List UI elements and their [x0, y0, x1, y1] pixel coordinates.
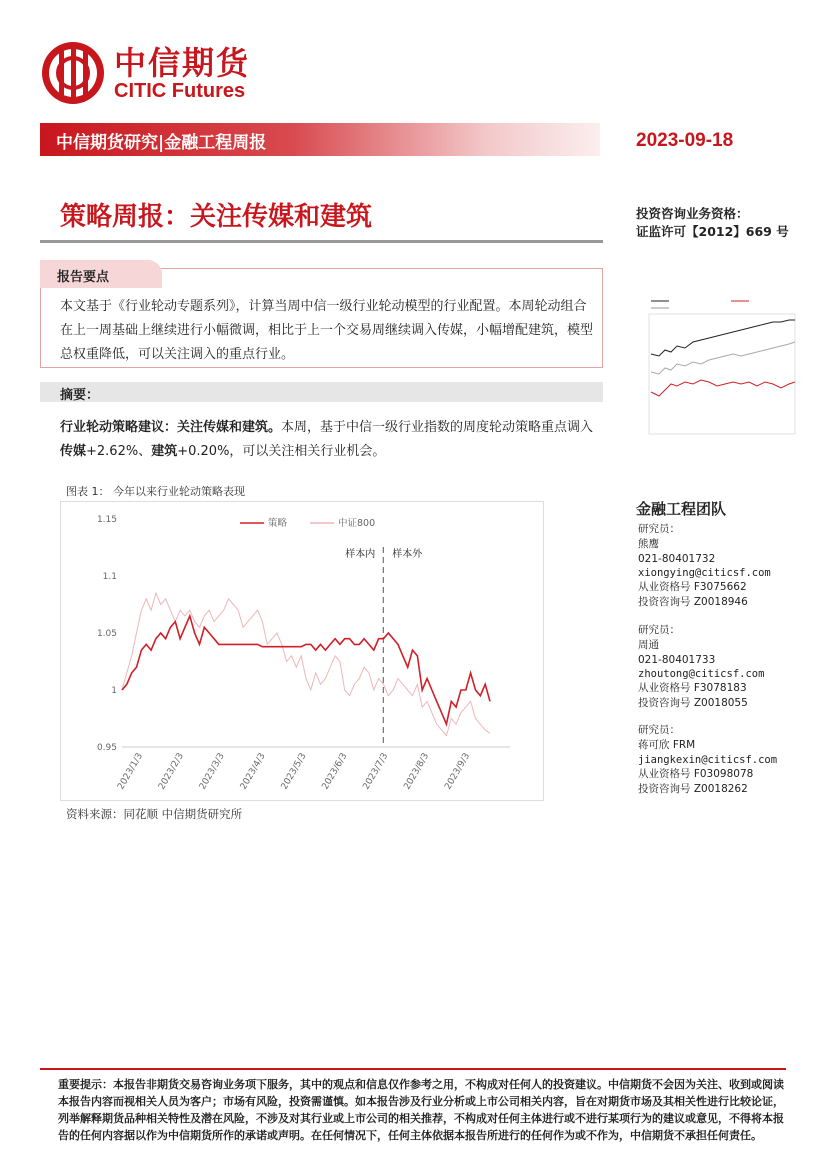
- figure-source: 资料来源：同花顺 中信期货研究所: [66, 807, 243, 821]
- x-tick-label: 2023/7/3: [361, 751, 391, 792]
- abstract-bar: [40, 382, 603, 402]
- member3-inv: 投资咨询号 Z0018262: [638, 783, 748, 795]
- member2-tel: 021-80401733: [638, 654, 716, 666]
- y-tick-label: 1: [111, 686, 117, 696]
- team-title: 金融工程团队: [636, 500, 727, 518]
- member2-name: 周通: [638, 639, 659, 651]
- member1-role: 研究员：: [638, 523, 680, 535]
- member2-cert: 从业资格号 F3078183: [638, 682, 747, 694]
- member1-name: 熊鹰: [638, 538, 659, 550]
- summary-label: 报告要点: [57, 270, 110, 285]
- figure-caption: 图表 1： 今年以来行业轮动策略表现: [66, 485, 245, 498]
- member1-email: xiongying@citicsf.com: [638, 567, 771, 579]
- out-sample-label: 样本外: [392, 549, 423, 560]
- x-tick-label: 2023/9/3: [443, 751, 473, 792]
- x-tick-label: 2023/8/3: [402, 751, 432, 792]
- member2-inv: 投资咨询号 Z0018055: [638, 697, 748, 709]
- x-tick-label: 2023/2/3: [157, 751, 186, 792]
- report-title: 策略周报：关注传媒和建筑: [60, 202, 373, 232]
- y-tick-label: 1.05: [96, 629, 117, 639]
- abstract-part1: 本周，基于中信一级行业指数的周度轮动策略重点调入: [281, 420, 594, 435]
- report-date: 2023-09-18: [636, 130, 734, 151]
- abstract-part2: +2.62%、: [86, 444, 152, 459]
- member3-name: 蒋可欣 FRM: [638, 739, 696, 751]
- qualification-line2: 证监许可【2012】669 号: [636, 224, 789, 239]
- x-tick-label: 2023/3/3: [197, 751, 227, 792]
- brand-en: CITIC Futures: [114, 80, 246, 102]
- in-sample-label: 样本内: [345, 549, 376, 560]
- abstract-industry1: 传媒: [60, 444, 87, 459]
- x-tick-label: 2023/5/3: [279, 751, 309, 792]
- member2-role: 研究员：: [638, 624, 680, 636]
- footer-divider: [40, 1068, 786, 1070]
- y-tick-label: 1.15: [96, 515, 117, 525]
- abstract-part3: +0.20%，可以关注相关行业机会。: [177, 444, 386, 459]
- legend-label: 中证800: [338, 518, 376, 529]
- series-line-strategy: [122, 616, 490, 724]
- summary-text: 本文基于《行业轮动专题系列》，计算当周中信一级行业轮动模型的行业配置。本周轮动组合在上一周基础上继续进行小幅微调，相比于上一个交易周继续调入传媒，小幅增配建筑，模型总权重降低，可以关注调入的重点行业。: [60, 299, 594, 362]
- member3-cert: 从业资格号 F03098078: [638, 768, 754, 780]
- abstract-industry2: 建筑: [151, 444, 178, 459]
- member1-inv: 投资咨询号 Z0018946: [638, 596, 748, 608]
- strategy-chart: [60, 501, 544, 801]
- member3-email: jiangkexin@citicsf.com: [638, 754, 778, 766]
- brand-cn: 中信期货: [114, 44, 251, 82]
- y-tick-label: 1.1: [102, 572, 117, 582]
- abstract-label: 摘要：: [60, 388, 100, 403]
- member1-tel: 021-80401732: [638, 553, 716, 565]
- disclaimer-text: 重要提示：本报告非期货交易咨询业务项下服务，其中的观点和信息仅作参考之用，不构成对任何人的投资建议。中信期货不会因为关注、收到或阅读本报告内容而视相关人员为客户；市场有风险，投资需谨慎。如本报告涉及行业分析或上市公司相关内容，旨在对期货市场及其相关性进行比较论证，列举解释期货品种相关特性及潜在风险，不涉及对其行业或上市公司的相关推荐，不构成对任何主体进行或不进行某项行为的建议或意见，不得将本报告的任何内容据以作为中信期货所作的承诺或声明。在任何情况下，任何主体依据本报告所进行的任何作为或不作为，中信期货不承担任何责任。: [58, 1078, 784, 1142]
- title-divider: [40, 240, 603, 243]
- member1-cert: 从业资格号 F3075662: [638, 581, 747, 593]
- abstract-lead: 行业轮动策略建议：关注传媒和建筑。: [60, 420, 282, 435]
- x-tick-label: 2023/1/3: [116, 751, 146, 792]
- series-line-csi800: [122, 593, 490, 736]
- qualification-line1: 投资咨询业务资格：: [636, 206, 749, 221]
- y-tick-label: 0.95: [96, 743, 117, 753]
- banner-text: 中信期货研究|金融工程周报: [56, 133, 267, 153]
- member2-email: zhoutong@citicsf.com: [638, 668, 765, 680]
- legend-label: 策略: [268, 518, 288, 529]
- member3-role: 研究员：: [638, 724, 680, 736]
- abstract-text: [60, 416, 600, 464]
- x-tick-label: 2023/6/3: [320, 751, 350, 792]
- citic-logo-icon: [40, 40, 106, 106]
- thumbnail-chart: [625, 284, 815, 440]
- x-tick-label: 2023/4/3: [238, 751, 268, 792]
